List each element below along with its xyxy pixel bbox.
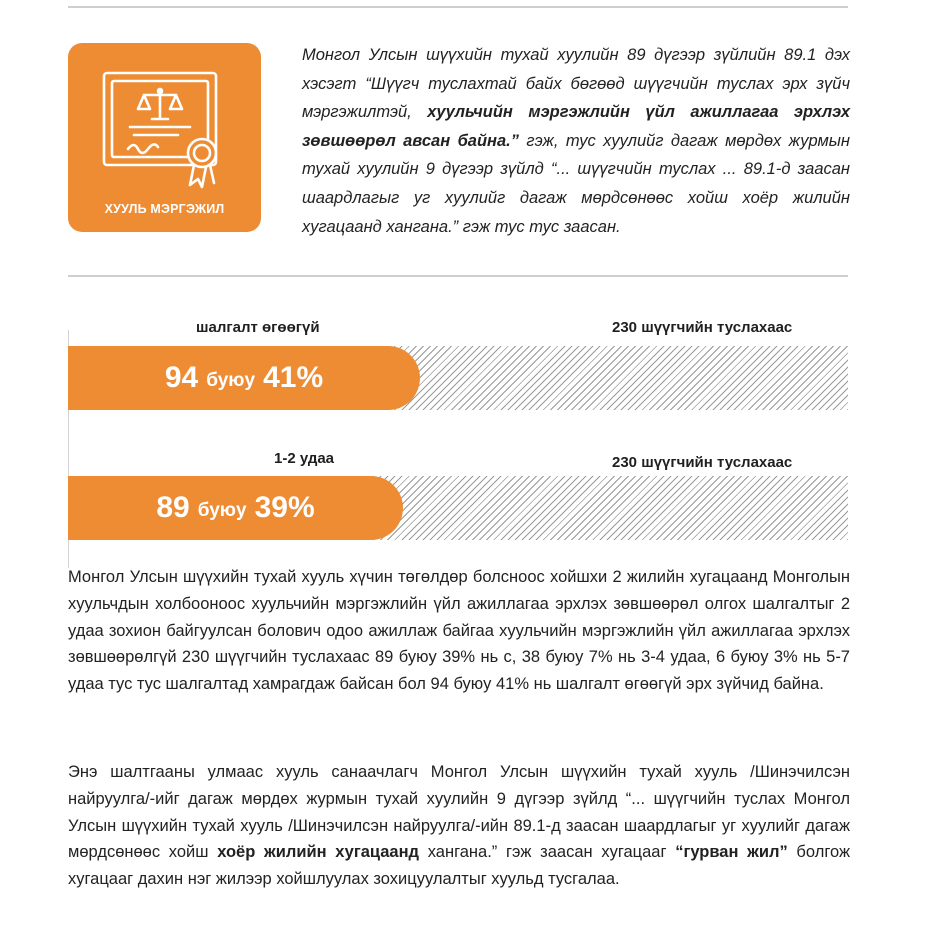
certificate-scales-icon	[98, 65, 232, 195]
bar-2-connector: буюу	[197, 500, 247, 521]
para2-text-c: хангана.” гэж заасан хугацааг	[419, 843, 676, 862]
law-profession-card	[68, 43, 261, 232]
bar-2-label: 1-2 удаа	[274, 450, 335, 467]
bar-2-fill	[68, 476, 403, 540]
quote-text-2: гэж, тус хуулийг дагаж мөрдөх журмын тухай хуулийн 9 дүгээр зүйлд “... шүүгчийн туслах ... 89.1-д заасан шаардлагыг уг хуулийг дагаж мөрдсөнөөс хойш хоёр жилийн хугацаанд хангана.” гэж тус тус заасан.	[302, 131, 850, 236]
body-paragraph-1: Монгол Улсын шүүхийн тухай хууль хүчин төгөлдөр болсноос хойшхи 2 жилийн хугацаанд Монголын хуульчдын холбооноос хуульчийн мэргэжлийн үйл ажиллагаа эрхлэх зөвшөөрөл олгох шалгалтыг 2 удаа зохион байгуулсан болович одоо ажиллаж байгаа хуульчийн мэргэжлийн үйл ажиллагаа эрхлэх зөвшөөрөлгүй 230 шүүгчийн туслахаас 89 буюу 39% нь с, 38 буюу 7% нь 3-4 удаа, 6 буюу 3% нь 5-7 удаа тус тус шалгалтад хамрагдаж байсан бол 94 буюу 41% нь шалгалт өгөөгүй эрх зүйчид байна.	[68, 568, 850, 694]
quote-bold: хуульчийн мэргэжлийн үйл ажиллагаа эрхлэх зөвшөөрөл авсан байна.”	[302, 103, 850, 150]
bar-2-total-label: 230 шүүгчийн туслахаас	[612, 454, 793, 471]
body-paragraph-2	[68, 759, 850, 893]
card-label: ХУУЛЬ МЭРГЭЖИЛ	[104, 202, 225, 216]
para2-bold-b: хоёр жилийн хугацаанд	[217, 843, 420, 862]
para2-text-e: болгож хугацааг дахин нэг жилээр хойшлуулах зохицуулалтыг хуульд тусгалаа.	[68, 843, 851, 889]
para2-text-a: Энэ шалтгааны улмаас хууль санаачлагч Монгол Улсын шүүхийн тухай хууль /Шинэчилсэн найруулга/-ийг дагаж мөрдөх журмын тухай хуулийн 9 дүгээр зүйлд “... шүүгчийн туслах Монгол Улсын шүүхийн тухай хууль /Шинэчилсэн найруулга/-ийн 89.1-д заасан шаардлагыг уг хуулийг дагаж мөрдсөнөөс хойш	[68, 763, 850, 862]
bar-1-label: шалгалт өгөөгүй	[196, 319, 320, 336]
bar-1-connector: буюу	[206, 370, 256, 391]
bar-1-percent: 41%	[263, 361, 324, 394]
bar-2-percent: 39%	[254, 491, 315, 524]
bar-2-count: 89	[156, 491, 190, 524]
bar-1-count: 94	[164, 361, 199, 394]
bar-1-total-label: 230 шүүгчийн туслахаас	[612, 319, 793, 336]
watermark: МОНГОЛ УЛСЫН ИХ ХУРАЛ	[745, 898, 916, 912]
bar-1-fill	[68, 346, 420, 410]
para2-bold-d: “гурван жил”	[675, 843, 788, 862]
quote-text-1: Монгол Улсын шүүхийн тухай хуулийн 89 дүгээр зүйлийн 89.1 дэх хэсэгт “Шүүгч туслахтай байх бөгөөд шүүгчийн туслах эрх зүйч мэргэжилтэй,	[302, 46, 850, 122]
section-divider	[68, 275, 848, 277]
top-divider	[68, 6, 848, 8]
law-quote	[302, 41, 850, 241]
